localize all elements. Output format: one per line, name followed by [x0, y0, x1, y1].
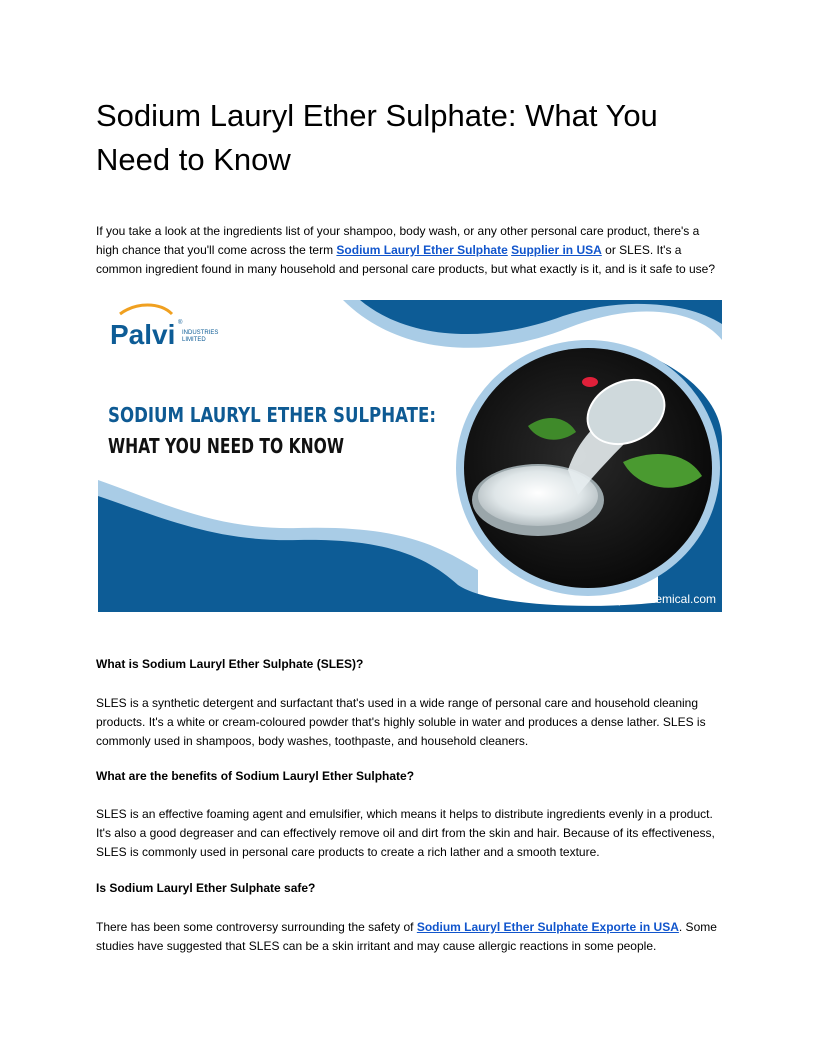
intro-text-end: or SLES. It's a common ingredient found in many household and personal care products, but what exactly is it, and is it safe to use? [96, 243, 716, 277]
supplier-usa-link[interactable]: Supplier in USA [511, 243, 602, 258]
safety-text-start: There has been some controversy surrounding the safety of [96, 920, 417, 934]
safety-text-end: . Some studies have suggested that SLES can be a skin irritant and may cause allergic reactions in some people. [96, 920, 717, 954]
logo-sub-industries: INDUSTRIES [182, 330, 219, 336]
sles-exporter-link[interactable]: Sodium Lauryl Ether Sulphate Exporte in USA [416, 920, 679, 934]
intro-text-start: If you take a look at the ingredients list of your shampoo, body wash, or any other personal care product, there's a high chance that you'll come across the term [96, 224, 700, 258]
banner-heading-line1: SODIUM LAURYL ETHER SULPHATE: [108, 403, 436, 427]
banner-heading-line2: WHAT YOU NEED TO KNOW [108, 434, 344, 458]
section-body-benefits: SLES is an effective foaming agent and emulsifier, which means it helps to distribute ingredients evenly in a product. It's also a good degreaser and can effectively remove oil and dirt from the skin and hair. Because of its effectiveness, SLES is commonly used in personal care products to create a rich lather and a smooth texture. [96, 807, 715, 860]
page-title: Sodium Lauryl Ether Sulphate: What You Need to Know [96, 98, 658, 177]
intro-paragraph [96, 222, 724, 280]
sles-link[interactable]: Sodium Lauryl Ether Sulphate [336, 243, 508, 258]
logo-wordmark: Palvi [110, 319, 176, 350]
section-heading-what-is: What is Sodium Lauryl Ether Sulphate (SLES)? [96, 657, 364, 671]
banner-website: www.palvichemical.com [589, 592, 716, 606]
section-heading-benefits: What are the benefits of Sodium Lauryl Ether Sulphate? [96, 769, 415, 783]
section-body-what-is: SLES is a synthetic detergent and surfactant that's used in a wide range of personal care and household cleaning products. It's a white or cream-coloured powder that's highly soluble in water and produces a dense lather. SLES is commonly used in shampoos, body washes, toothpaste, and household cleaners. [96, 696, 706, 749]
logo-registered-mark: ® [178, 320, 183, 326]
logo-sub-limited: LIMITED [182, 337, 206, 343]
section-body-safety [96, 918, 724, 956]
banner-image [98, 300, 722, 612]
section-heading-safety: Is Sodium Lauryl Ether Sulphate safe? [96, 881, 316, 895]
